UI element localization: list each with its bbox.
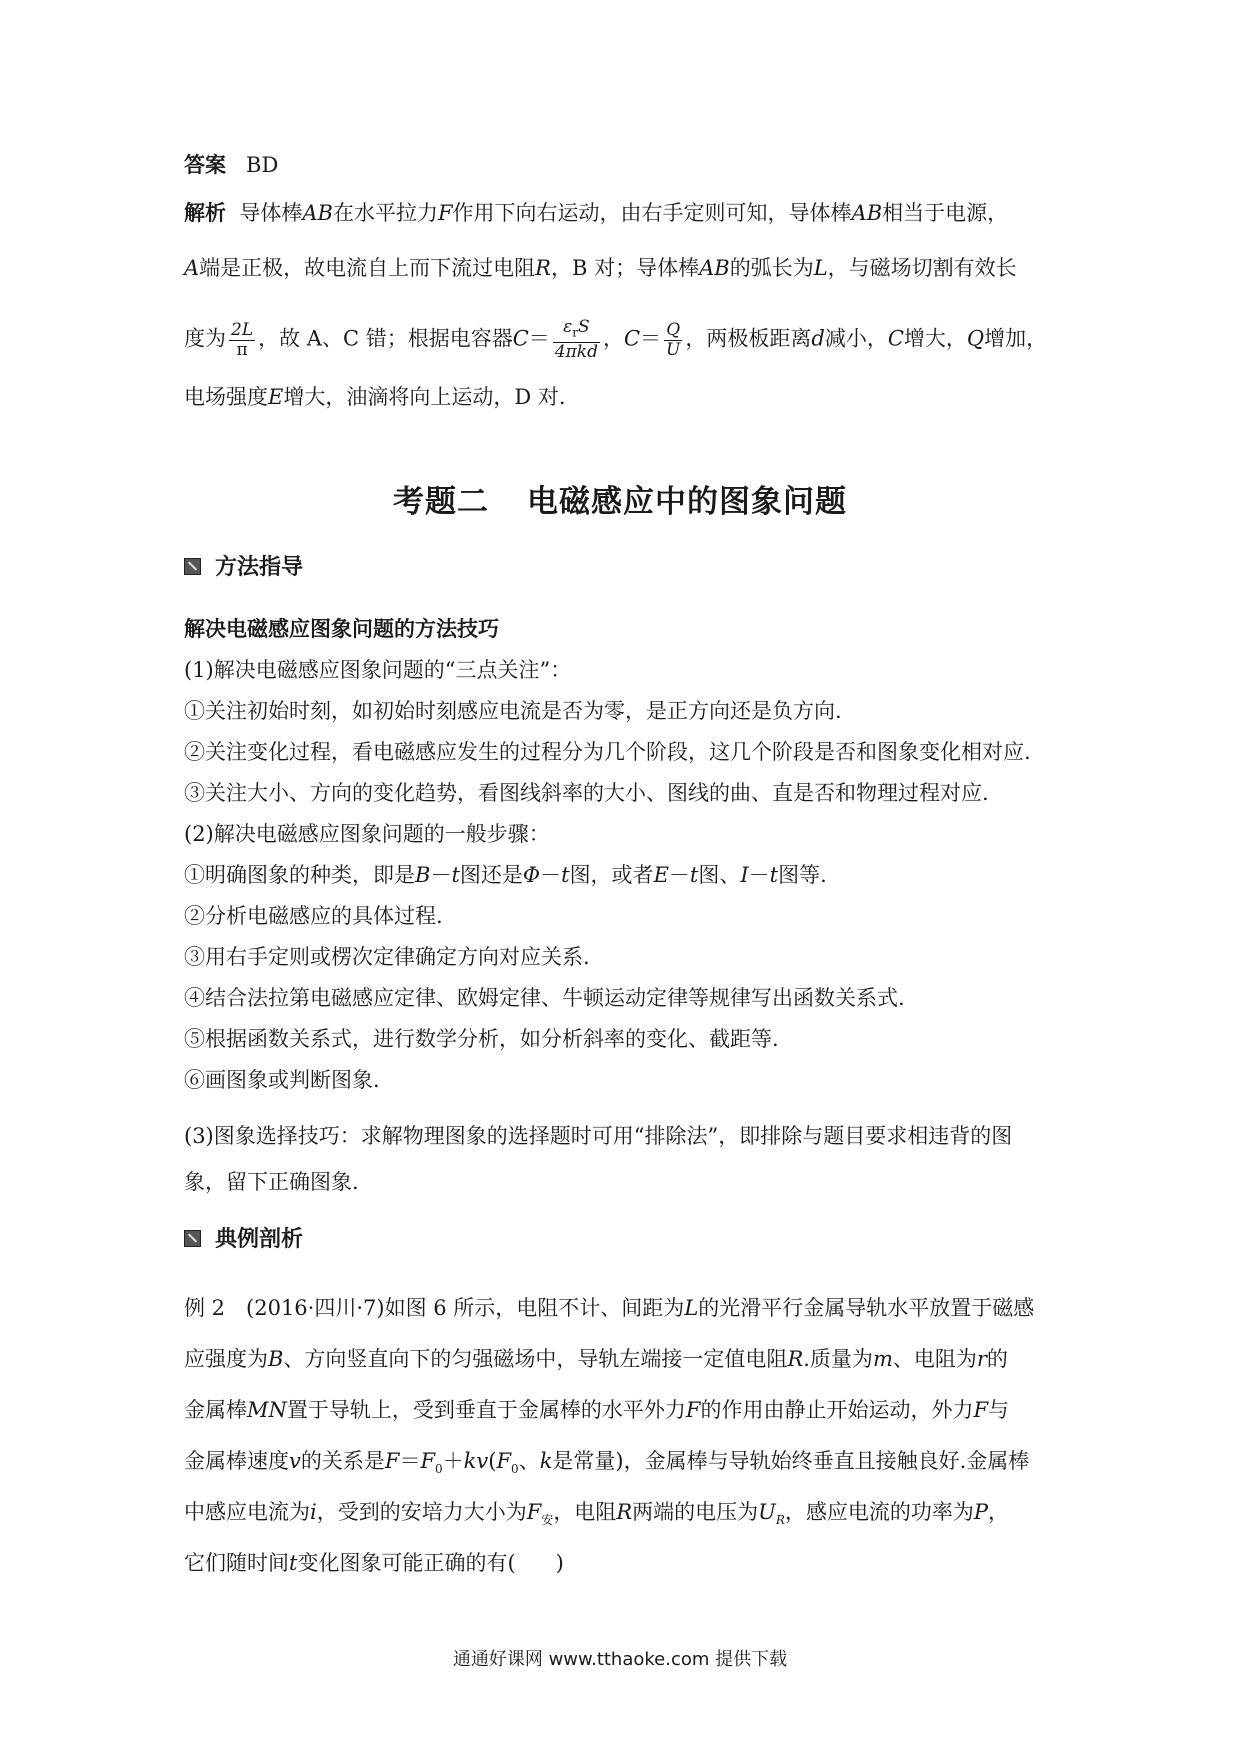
var-l: L xyxy=(684,1296,699,1320)
page-footer: 通通好课网 www.tthaoke.com 提供下载 xyxy=(452,1649,788,1670)
text: ，B 对；导体棒 xyxy=(550,256,700,280)
text: 应强度为 xyxy=(184,1347,268,1371)
var-c: C xyxy=(623,326,641,351)
var-b: B xyxy=(268,1347,284,1371)
frac-den: 4πkd xyxy=(554,342,598,363)
text: 电场强度 xyxy=(184,385,268,409)
var-q: Q xyxy=(966,326,985,351)
sub-0: 0 xyxy=(435,1462,443,1477)
text: 的弧长为 xyxy=(729,256,814,280)
var-t: t xyxy=(689,863,699,887)
text: 象，留下正确图象. xyxy=(184,1170,359,1194)
var-p: P xyxy=(973,1500,989,1524)
analysis-line-2 xyxy=(184,253,1064,283)
method-p2-6 xyxy=(184,1065,1064,1095)
sub-r: r xyxy=(572,325,578,340)
text: － xyxy=(540,863,562,887)
answer-line xyxy=(184,150,1064,180)
text: 的光滑平行金属导轨水平放置于磁感 xyxy=(698,1296,1035,1320)
var-s: S xyxy=(577,317,590,337)
example-line-5 xyxy=(184,1497,1064,1535)
text: ⑤根据函数关系式，进行数学分析，如分析斜率的变化、截距等. xyxy=(184,1027,779,1051)
example-line-4 xyxy=(184,1446,1064,1484)
text: 增加， xyxy=(984,326,1048,351)
var-t: t xyxy=(451,863,460,887)
var-eps: ε xyxy=(563,317,573,337)
var-t: t xyxy=(561,863,570,887)
text: (3)图象选择技巧：求解物理图象的选择题时可用“排除法”，即排除与题目要求相违背的图 xyxy=(184,1124,1013,1148)
example-line-3 xyxy=(184,1395,1064,1425)
source-region: 四川 xyxy=(314,1296,357,1320)
var-a: A xyxy=(184,256,200,280)
var-f: F xyxy=(384,1449,400,1473)
var-i: I xyxy=(740,863,749,887)
text: ，受到的安培力大小为 xyxy=(316,1500,527,1524)
text: ⑥画图象或判断图象. xyxy=(184,1068,380,1092)
var-phi: Φ xyxy=(522,863,541,887)
method-p1-1 xyxy=(184,696,1064,726)
text: ) xyxy=(555,1551,564,1575)
text: 图，或者 xyxy=(569,863,654,887)
var-i: i xyxy=(310,1500,317,1524)
text: 与 xyxy=(988,1398,1010,1422)
example-heading xyxy=(184,1225,303,1255)
text: ③关注大小、方向的变化趋势，看图线斜率的大小、图线的曲、直是否和物理过程对应. xyxy=(184,781,989,805)
frac-num: 2L xyxy=(231,319,254,340)
frac-num xyxy=(553,318,600,343)
var-r: R xyxy=(787,1347,804,1371)
text: ②分析电磁感应的具体过程. xyxy=(184,904,443,928)
text: － xyxy=(668,863,690,887)
text: ，感应电流的功率为 xyxy=(784,1500,974,1524)
text: 它们随时间 xyxy=(184,1551,289,1575)
sub-an: 安 xyxy=(541,1513,554,1528)
fraction-capacitance xyxy=(553,318,600,362)
section-number: 考题二 xyxy=(393,484,489,520)
var-r: R xyxy=(616,1500,633,1524)
text: 金属棒 xyxy=(184,1398,247,1422)
var-d: d xyxy=(811,326,825,351)
example-line-1 xyxy=(184,1293,1064,1323)
text: ＝ xyxy=(528,326,550,351)
frac-num: Q xyxy=(664,321,682,341)
text: ， xyxy=(988,1500,1010,1524)
method-title xyxy=(184,614,1064,644)
method-p2-1 xyxy=(184,860,1064,890)
text: ③用右手定则或楞次定律确定方向对应关系. xyxy=(184,945,590,969)
text: 相当于电源， xyxy=(882,201,1009,225)
section-title xyxy=(0,476,1240,521)
var-c: C xyxy=(887,326,904,351)
text: － xyxy=(430,863,452,887)
text: ②关注变化过程，看电磁感应发生的过程分为几个阶段，这几个阶段是否和图象变化相对应. xyxy=(184,740,1031,764)
text: 的 xyxy=(986,1347,1008,1371)
method-p1-2 xyxy=(184,737,1064,767)
example-heading-text: 典例剖析 xyxy=(215,1227,304,1252)
method-p2-5 xyxy=(184,1024,1064,1054)
text: 变化图象可能正确的有( xyxy=(297,1551,516,1575)
var-f0: F xyxy=(496,1449,512,1473)
var-t: t xyxy=(769,863,779,887)
method-p3-a xyxy=(184,1121,1064,1151)
text: 作用下向右运动，由右手定则可知，导体棒 xyxy=(452,201,852,225)
text: 是常量)，金属棒与导轨始终垂直且接触良好.金属棒 xyxy=(552,1449,1030,1473)
text: .质量为 xyxy=(803,1347,873,1371)
method-title-text: 解决电磁感应图象问题的方法技巧 xyxy=(184,617,499,641)
text: ＝ xyxy=(399,1449,421,1473)
var-m: m xyxy=(872,1347,893,1371)
text: ，电阻 xyxy=(553,1500,617,1524)
example-line-6 xyxy=(184,1548,1064,1578)
var-f: F xyxy=(437,201,453,225)
sub-r: R xyxy=(775,1513,785,1528)
text: ④结合法拉第电磁感应定律、欧姆定律、牛顿运动定律等规律写出函数关系式. xyxy=(184,986,905,1010)
text: 度为 xyxy=(184,326,226,351)
text: ①关注初始时刻，如初始时刻感应电流是否为零，是正方向还是负方向. xyxy=(184,699,842,723)
example-line-2 xyxy=(184,1344,1064,1374)
var-v: v xyxy=(289,1449,301,1473)
method-p1 xyxy=(184,655,1064,685)
method-p1-3 xyxy=(184,778,1064,808)
method-heading-text: 方法指导 xyxy=(215,555,304,580)
text: 增大， xyxy=(903,326,967,351)
var-f: F xyxy=(973,1398,989,1422)
var-u: U xyxy=(758,1500,776,1524)
text: ＋ xyxy=(442,1449,464,1473)
text: 置于导轨上，受到垂直于金属棒的水平外力 xyxy=(286,1398,686,1422)
text: 在水平拉力 xyxy=(332,201,438,225)
text: － xyxy=(748,863,770,887)
var-b: B xyxy=(415,863,431,887)
analysis-label: 解析 xyxy=(184,201,226,225)
answer-label: 答案 xyxy=(184,153,226,177)
text: 、电阻为 xyxy=(892,1347,977,1371)
var-k: k xyxy=(539,1449,553,1473)
var-r-small: r xyxy=(976,1347,987,1371)
var-f: F xyxy=(685,1398,701,1422)
analysis-line-3 xyxy=(184,318,1064,362)
method-p2 xyxy=(184,819,1064,849)
analysis-line-4 xyxy=(184,382,1064,412)
var-e: E xyxy=(268,385,284,409)
method-p2-2 xyxy=(184,901,1064,931)
text: 两端的电压为 xyxy=(632,1500,759,1524)
text: 、 xyxy=(518,1449,540,1473)
text: 图、 xyxy=(698,863,741,887)
text: ，与磁场切割有效长 xyxy=(827,256,1017,280)
var-ab: AB xyxy=(302,201,333,225)
text: 、方向竖直向下的匀强磁场中，导轨左端接一定值电阻 xyxy=(283,1347,788,1371)
text: (1)解决电磁感应图象问题的“三点关注”： xyxy=(184,658,572,682)
text: 的作用由静止开始运动，外力 xyxy=(700,1398,974,1422)
var-ab: AB xyxy=(699,256,730,280)
var-kv: kv xyxy=(463,1449,489,1473)
text: ( xyxy=(488,1449,497,1473)
text: 的关系是 xyxy=(300,1449,385,1473)
var-ab: AB xyxy=(851,201,883,225)
text: ·7)如图 6 所示，电阻不计、间距为 xyxy=(356,1296,685,1320)
method-p3-b xyxy=(184,1167,1064,1197)
text: ，两极板距离 xyxy=(685,326,812,351)
text: ，故 A、C 错；根据电容器 xyxy=(258,326,513,351)
fraction-2l-pi xyxy=(229,321,255,360)
text: 例 2 (2016· xyxy=(184,1296,315,1320)
text: 图等. xyxy=(778,863,827,887)
text: 中感应电流为 xyxy=(184,1500,310,1524)
text: ， xyxy=(602,326,624,351)
analysis-line-1 xyxy=(184,198,1064,228)
method-p2-3 xyxy=(184,942,1064,972)
var-e: E xyxy=(653,863,669,887)
text: (2)解决电磁感应图象问题的一般步骤： xyxy=(184,822,550,846)
heading-box-icon xyxy=(184,558,201,575)
method-p2-4 xyxy=(184,983,1064,1013)
text: 减小， xyxy=(824,326,888,351)
answer-value: BD xyxy=(246,153,279,177)
text: 端是正极，故电流自上而下流过电阻 xyxy=(199,256,536,280)
text: ①明确图象的种类，即是 xyxy=(184,863,415,887)
var-f: F xyxy=(526,1500,542,1524)
text: 导体棒 xyxy=(239,201,303,225)
text: 金属棒速度 xyxy=(184,1449,289,1473)
var-l: L xyxy=(813,256,828,280)
frac-den: π xyxy=(236,339,248,360)
var-f0: F xyxy=(420,1449,436,1473)
method-heading xyxy=(184,553,303,583)
fraction-q-u xyxy=(664,321,682,360)
var-c: C xyxy=(512,326,529,351)
sub-0: 0 xyxy=(511,1462,519,1477)
text: 增大，油滴将向上运动，D 对. xyxy=(283,385,566,409)
frac-den: U xyxy=(666,339,681,360)
text: ＝ xyxy=(640,326,662,351)
var-t: t xyxy=(289,1551,298,1575)
heading-box-icon xyxy=(184,1230,201,1247)
section-name: 电磁感应中的图象问题 xyxy=(527,484,847,520)
var-mn: MN xyxy=(247,1398,287,1422)
text: 图还是 xyxy=(459,863,523,887)
var-r: R xyxy=(535,256,551,280)
